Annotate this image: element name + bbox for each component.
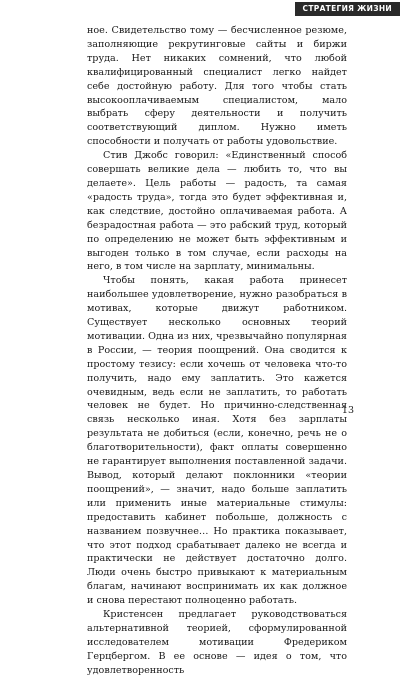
body-text	[87, 24, 347, 678]
paragraph: Стив Джобс говорил: «Единственный способ совершать великие дела — любить то, что вы делаете». Цель работы — радость, та самая «радость труда», тогда это будет эффективная и, как следствие, достойно оплачиваемая работа. А безрадостная работа — это рабский труд, который по определению не может быть эффективным и выгоден только в том случае, если расходы на него, в том числе на зарплату, минимальны.	[87, 150, 347, 273]
paragraph: Чтобы понять, какая работа принесет наибольшее удовлетворение, нужно разобраться в мотивах, которые движут работником. Существует несколько основных теорий мотивации. Одна из них, чрезвычайно популярная в России, — теория поощрений. Она сводится к простому тезису: если хочешь от человека что-то получить, надо ему заплатить. Это кажется очевидным, ведь если не заплатить, то работать человек не будет. Но причинно-следственная связь несколько иная. Хотя без зарплаты результата не добиться (если, конечно, речь не о благотворительности), факт оплаты совершенно не гарантирует выполнения поставленной задачи. Вывод, который делают поклонники «теории поощрений», — значит, надо больше заплатить или применить иные материальные стимулы: предоставить кабинет побольше, должность с названием позвучнее… Но практика показывает, что этот подход срабатывает далеко не всегда и практически не действует достаточно долго. Люди очень быстро привыкают к материальным благам, начинают воспринимать их как должное и снова перестают полноценно работать.	[87, 275, 347, 607]
running-head: СТРАТЕГИЯ ЖИЗНИ	[295, 2, 400, 16]
paragraph: ное. Свидетельство тому — бесчисленное резюме, заполняющие рекрутинговые сайты и биржи труда. Нет никаких сомнений, что любой квалифицированный специалист легко найдет себе достойную работу. Для того чтобы стать высокооплачиваемым специалистом, мало выбрать сферу деятельности и получить соответствующий диплом. Нужно иметь способности и получать от работы удовольствие.	[87, 25, 347, 148]
paragraph: Кристенсен предлагает руководствоваться альтернативной теорией, сформулированной исследователем мотивации Фредериком Герцбергом. В ее основе — идея о том, что удовлетворенность	[87, 609, 347, 676]
page-number: 13	[341, 405, 354, 416]
